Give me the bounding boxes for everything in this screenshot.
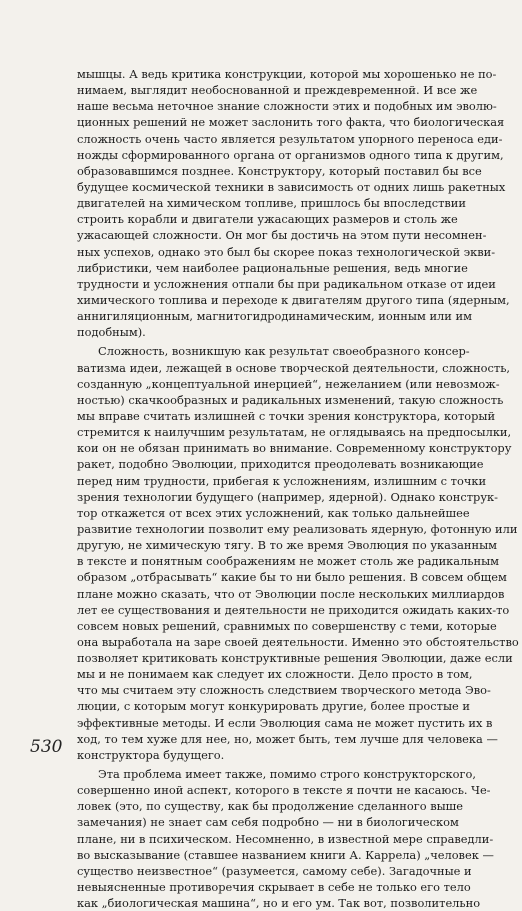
text-line: подобным). — [77, 325, 146, 340]
text-line: двигателей на химическом топливе, пришлось бы впоследствии — [77, 196, 466, 211]
page-body — [77, 66, 519, 911]
text-line: наше весьма неточное знание сложности этих и подобных им эволю- — [77, 99, 497, 114]
text-line: ных успехов, однако это был бы скорее показ технологической экви- — [77, 244, 496, 259]
text-line: перед ним трудности, прибегая к усложнениям, излишним с точки — [77, 473, 487, 488]
paragraph — [77, 766, 494, 911]
text-line: созданную „концептуальной инерцией“, нежеланием (или невозмож- — [77, 376, 500, 391]
text-line: Эта проблема имеет также, помимо строго конструкторского, — [98, 767, 476, 782]
text-line: Сложность, возникшую как результат своеобразного консер- — [98, 344, 470, 359]
text-line: ционных решений не может заслонить того факта, что биологическая — [77, 115, 505, 130]
text-line: в тексте и понятным соображениям не может столь же радикальным — [77, 554, 500, 569]
text-line: что мы считаем эту сложность следствием творческого метода Эво- — [77, 683, 491, 698]
text-line: люции, с которым могут конкурировать другие, более простые и — [77, 699, 470, 714]
text-line: ватизма идеи, лежащей в основе творческой деятельности, сложность, — [77, 360, 511, 375]
text-line: трудности и усложнения отпали бы при радикальном отказе от идеи — [77, 276, 496, 291]
text-line: плане, ни в психическом. Несомненно, в известной мере справедли- — [77, 831, 494, 846]
text-line: ужасающей сложности. Он мог бы достичь на этом пути несомнен- — [77, 228, 487, 243]
paragraph — [77, 66, 510, 340]
text-line: образом „отбрасывать“ какие бы то ни было решения. В совсем общем — [77, 570, 507, 585]
text-line: совершенно иной аспект, которого в тексте я почти не касаюсь. Че- — [77, 783, 491, 798]
text-column — [77, 66, 519, 911]
text-line: ножды сформированного органа от организмов одного типа к другим, — [77, 147, 504, 162]
text-line: другую, не химическую тягу. В то же время Эволюция по указанным — [77, 538, 498, 553]
text-line: позволяет критиковать конструктивные решения Эволюции, даже если — [77, 651, 513, 666]
page-number: 530 — [30, 737, 63, 757]
text-line: зрения технологии будущего (например, ядерной). Однако конструк- — [77, 489, 499, 504]
text-line: замечания) не знает сам себя подробно — ни в биологическом — [77, 815, 459, 830]
paragraph — [77, 343, 519, 763]
text-line: мы и не понимаем как следует их сложности. Дело просто в том, — [77, 667, 473, 682]
text-line: ракет, подобно Эволюции, приходится преодолевать возникающие — [77, 457, 484, 472]
text-line: сложность очень часто является результатом упорного переноса еди- — [77, 131, 503, 146]
text-line: совсем новых решений, сравнимых по совершенству с теми, которые — [77, 618, 497, 633]
text-line: аннигиляционным, магнитогидродинамическим, ионным или им — [77, 309, 472, 324]
text-line: тор откажется от всех этих усложнений, как только дальнейшее — [77, 505, 470, 520]
text-line: химического топлива и переходе к двигателям другого типа (ядерным, — [77, 292, 510, 307]
text-line: образовавшимся позднее. Конструктору, который поставил бы все — [77, 163, 482, 178]
text-line: мышцы. А ведь критика конструкции, которой мы хорошенько не по- — [77, 67, 497, 81]
text-line: ловек (это, по существу, как бы продолжение сделанного выше — [77, 799, 463, 814]
text-line: развитие технологии позволит ему реализовать ядерную, фотонную или — [77, 521, 518, 536]
text-line: существо неизвестное“ (разумеется, самому себе). Загадочные и — [77, 863, 472, 878]
text-line: во высказывание (ставшее названием книги А. Каррела) „человек — — [77, 847, 494, 862]
text-line: кои он не обязан принимать во внимание. Современному конструктору — [77, 441, 512, 456]
text-line: она выработала на заре своей деятельности. Именно это обстоятельство — [77, 634, 519, 649]
text-line: ностью) скачкообразных и радикальных изменений, такую сложность — [77, 392, 504, 407]
text-line: невыясненные противоречия скрывает в себе не только его тело — [77, 880, 471, 895]
text-line: эффективные методы. И если Эволюция сама не может пустить их в — [77, 715, 493, 730]
text-line: конструктора будущего. — [77, 747, 225, 762]
text-line: лет ее существования и деятельности не приходится ожидать каких-то — [77, 602, 510, 617]
text-line: либристики, чем наиболее рациональные решения, ведь многие — [77, 260, 468, 275]
text-line: стремится к наилучшим результатам, не оглядываясь на предпосылки, — [77, 425, 512, 440]
text-line: строить корабли и двигатели ужасающих размеров и столь же — [77, 212, 458, 227]
text-line: плане можно сказать, что от Эволюции после нескольких миллиардов — [77, 586, 505, 601]
text-line: будущее космической техники в зависимость от одних лишь ракетных — [77, 179, 506, 194]
text-line: мы вправе считать излишней с точки зрения конструктора, который — [77, 408, 496, 423]
text-line: ход, то тем хуже для нее, но, может быть, тем лучше для человека — — [77, 731, 498, 746]
text-line: нимаем, выглядит необоснованной и преждевременной. И все же — [77, 83, 478, 98]
text-line: как „биологическая машина“, но и его ум. Так вот, позволительно — [77, 896, 481, 911]
